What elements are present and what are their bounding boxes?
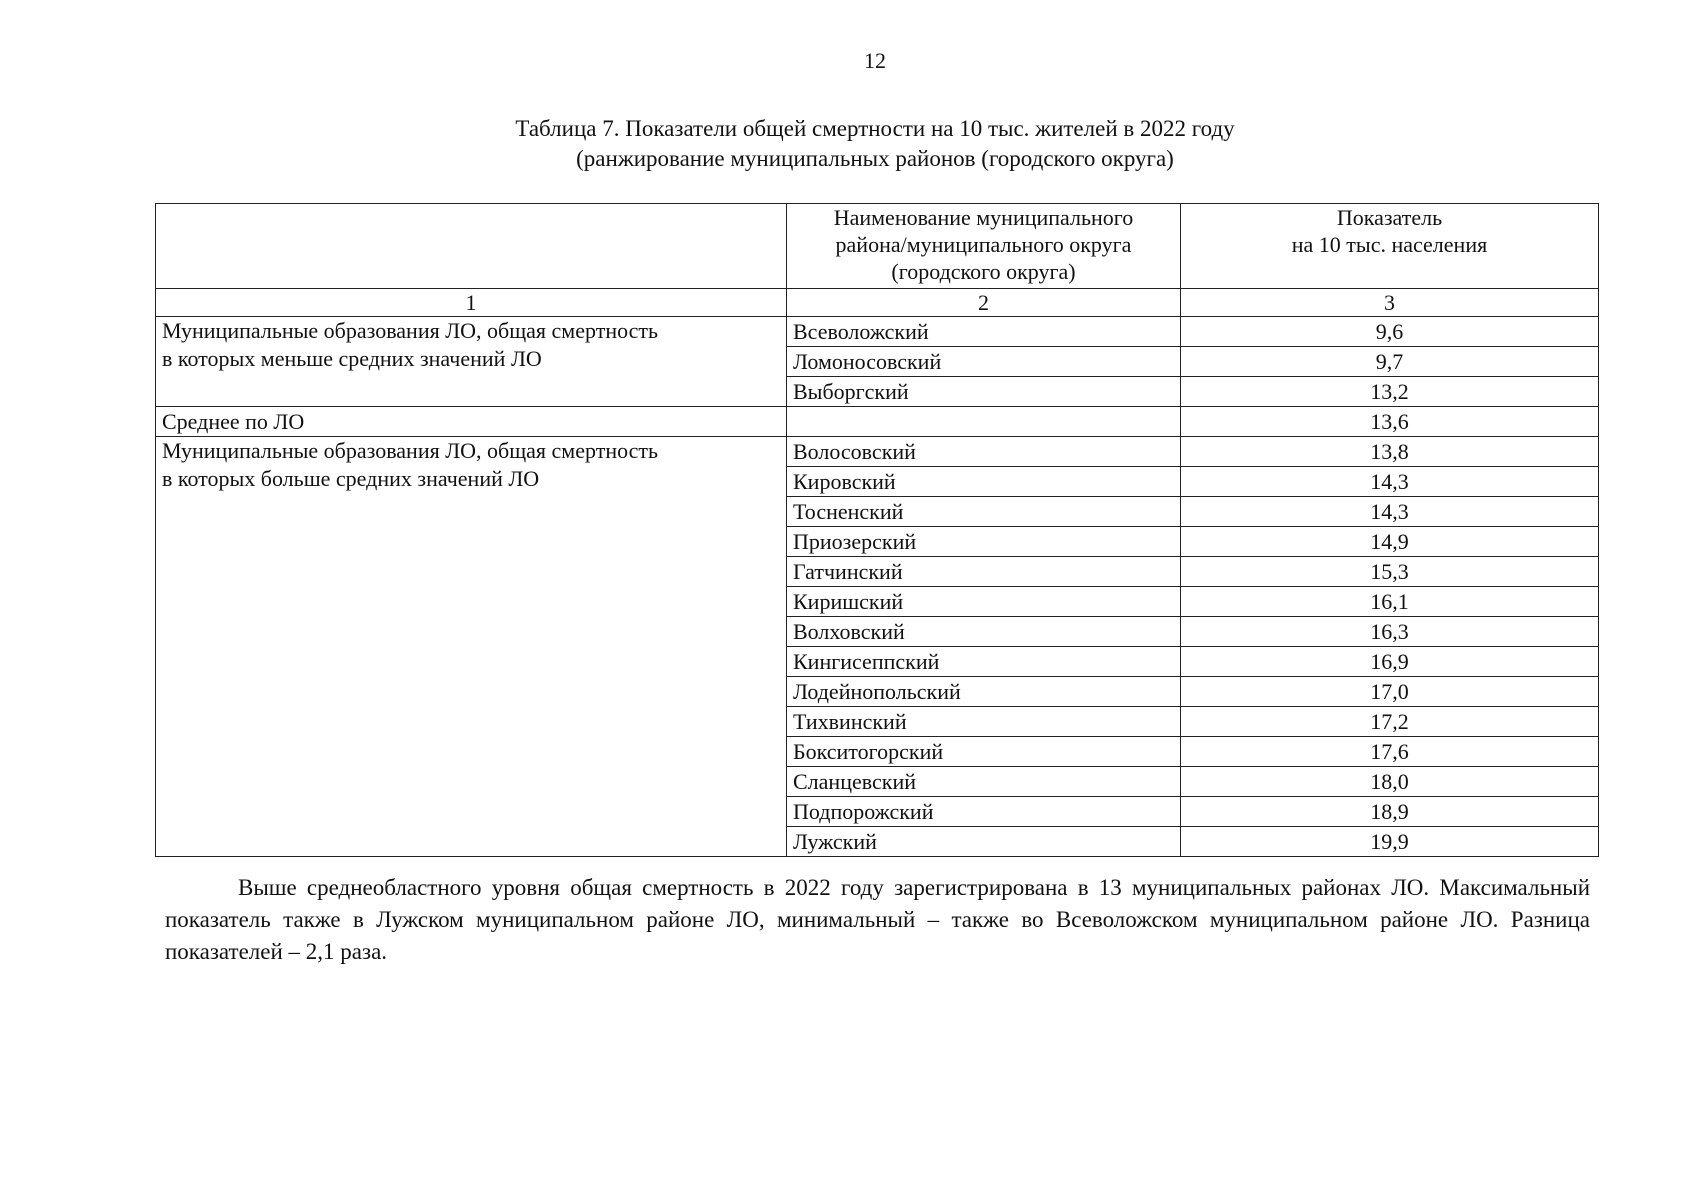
district-name-cell: Ломоносовский bbox=[787, 347, 1181, 377]
district-name-cell: Киришский bbox=[787, 587, 1181, 617]
indicator-value-cell: 16,1 bbox=[1181, 587, 1599, 617]
average-label-cell: Среднее по ЛО bbox=[156, 407, 787, 437]
mortality-table bbox=[155, 203, 1599, 857]
column-number-row bbox=[156, 289, 1599, 317]
district-name-cell: Кировский bbox=[787, 467, 1181, 497]
district-name-cell: Тосненский bbox=[787, 497, 1181, 527]
indicator-value-cell: 16,3 bbox=[1181, 617, 1599, 647]
indicator-value-cell: 17,2 bbox=[1181, 707, 1599, 737]
header-col-1 bbox=[156, 204, 787, 289]
indicator-value-cell: 18,0 bbox=[1181, 767, 1599, 797]
district-name-cell: Лужский bbox=[787, 827, 1181, 857]
district-name-cell: Всеволожский bbox=[787, 317, 1181, 347]
indicator-value-cell: 16,9 bbox=[1181, 647, 1599, 677]
district-name-cell: Выборгский bbox=[787, 377, 1181, 407]
summary-paragraph: Выше среднеобластного уровня общая смертность в 2022 году зарегистрирована в 13 муниципальных районах ЛО. Максимальный показатель также в Лужском муниципальном районе ЛО, минимальный – также во Всеволожском муниципальном районе ЛО. Разница показателей – 2,1 раза. bbox=[165, 875, 1590, 964]
table-caption bbox=[0, 114, 1699, 174]
column-number-3: 3 bbox=[1181, 289, 1599, 317]
indicator-value-cell: 9,6 bbox=[1181, 317, 1599, 347]
indicator-value-cell: 19,9 bbox=[1181, 827, 1599, 857]
page-number: 12 bbox=[864, 48, 886, 73]
table-body bbox=[156, 317, 1599, 857]
group-above-average-label-line-2: в которых больше средних значений ЛО bbox=[162, 466, 540, 491]
header-col-2-line-3: (городского округа) bbox=[891, 259, 1076, 284]
indicator-value-cell: 17,0 bbox=[1181, 677, 1599, 707]
indicator-value-cell: 17,6 bbox=[1181, 737, 1599, 767]
district-name-cell: Приозерский bbox=[787, 527, 1181, 557]
average-district-cell bbox=[787, 407, 1181, 437]
indicator-value-cell: 14,3 bbox=[1181, 467, 1599, 497]
district-name-cell: Волосовский bbox=[787, 437, 1181, 467]
indicator-value-cell: 13,2 bbox=[1181, 377, 1599, 407]
column-number-1: 1 bbox=[156, 289, 787, 317]
indicator-value-cell: 14,9 bbox=[1181, 527, 1599, 557]
header-col-3-line-1: Показатель bbox=[1336, 205, 1443, 230]
indicator-value-cell: 9,7 bbox=[1181, 347, 1599, 377]
group-above-average-label-line-1: Муниципальные образования ЛО, общая смертность bbox=[162, 438, 659, 463]
district-name-cell: Кингисеппский bbox=[787, 647, 1181, 677]
indicator-value-cell: 13,8 bbox=[1181, 437, 1599, 467]
table-row bbox=[156, 437, 1599, 467]
group-below-average-label bbox=[156, 317, 787, 407]
header-col-3-line-2: на 10 тыс. населения bbox=[1291, 232, 1488, 257]
district-name-cell: Волховский bbox=[787, 617, 1181, 647]
group-above-average-label bbox=[156, 437, 787, 857]
header-col-3 bbox=[1181, 204, 1599, 289]
indicator-value-cell: 18,9 bbox=[1181, 797, 1599, 827]
average-value-cell: 13,6 bbox=[1181, 407, 1599, 437]
district-name-cell: Гатчинский bbox=[787, 557, 1181, 587]
indicator-value-cell: 14,3 bbox=[1181, 497, 1599, 527]
indicator-value-cell: 15,3 bbox=[1181, 557, 1599, 587]
group-below-average-label-line-1: Муниципальные образования ЛО, общая смертность bbox=[162, 318, 659, 343]
header-col-2 bbox=[787, 204, 1181, 289]
header-col-2-line-2: района/муниципального округа bbox=[835, 232, 1132, 257]
table-header-row bbox=[156, 204, 1599, 289]
district-name-cell: Сланцевский bbox=[787, 767, 1181, 797]
column-number-2: 2 bbox=[787, 289, 1181, 317]
caption-line-2: (ранжирование муниципальных районов (городского округа) bbox=[576, 146, 1174, 171]
caption-line-1: Таблица 7. Показатели общей смертности на 10 тыс. жителей в 2022 году bbox=[515, 116, 1235, 141]
average-row bbox=[156, 407, 1599, 437]
group-below-average-label-line-2: в которых меньше средних значений ЛО bbox=[162, 346, 542, 371]
district-name-cell: Бокситогорский bbox=[787, 737, 1181, 767]
district-name-cell: Лодейнопольский bbox=[787, 677, 1181, 707]
header-col-2-line-1: Наименование муниципального bbox=[833, 205, 1134, 230]
district-name-cell: Тихвинский bbox=[787, 707, 1181, 737]
table-row bbox=[156, 317, 1599, 347]
district-name-cell: Подпорожский bbox=[787, 797, 1181, 827]
